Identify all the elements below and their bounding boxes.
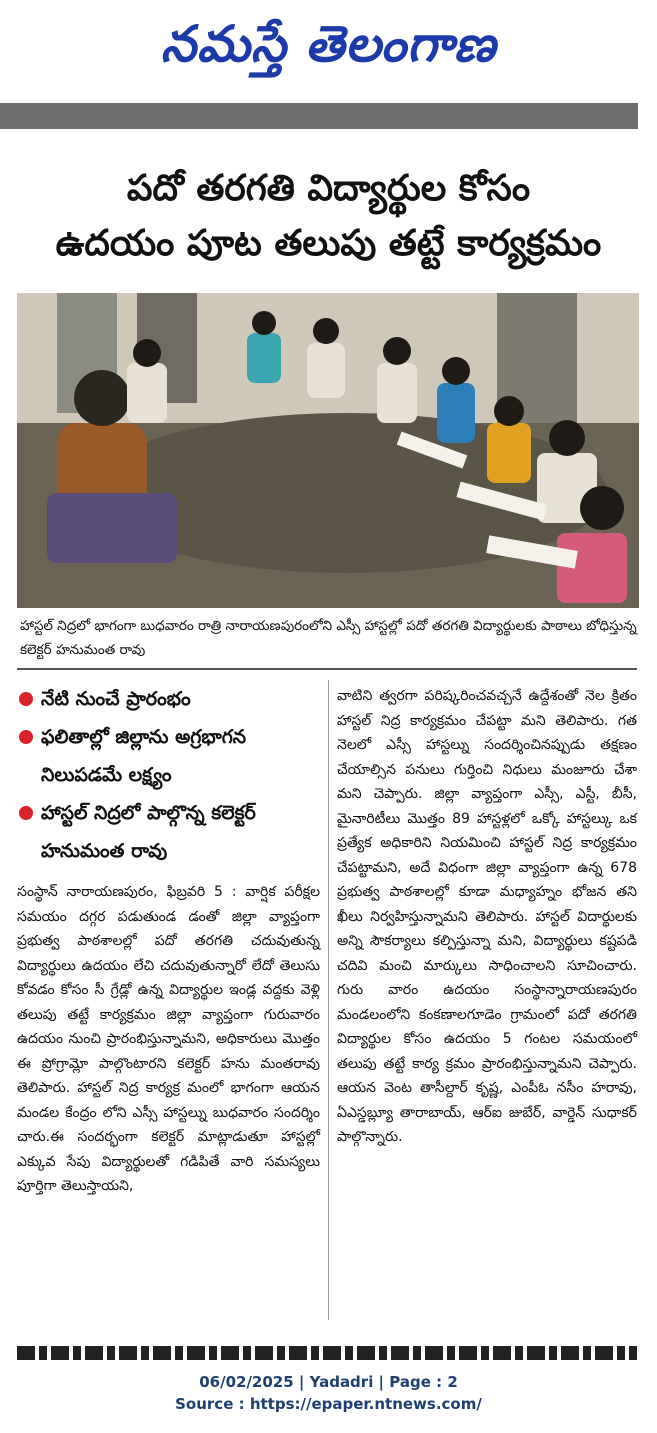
bullet-icon [19,730,33,744]
footer-date-edition: 06/02/2025 | Yadadri | Page : 2 [199,1373,458,1391]
highlights-list [17,680,317,870]
highlight-item [17,680,317,718]
highlight-text: హాస్టల్ నిద్రలో పాల్గొన్న కలెక్టర్ హనుమంత రావు [41,802,256,862]
article-column-right: వాటిని త్వరగా పరిష్కరించవచ్చనే ఉద్దేశంతో నెల క్రితం హాస్టల్ నిద్ర కార్యక్రమం చేపట్టా మని తెలిపారు. గత నెలలో ఎస్సీ హాస్టల్ను సందర్శించినప్పుడు తక్షణం చేయాల్సిన పనులు గుర్తించి నిధులు మంజూరు చేశా మని చెప్పారు. జిల్లా వ్యాప్తంగా ఎస్సీ, ఎస్టీ, బీసీ, మైనారిటీలు మొత్తం 89 హాస్టళ్లలో ఒక్కో హాస్టల్కు ఒక ప్రత్యేక అధికారిని నియమించి హాస్టల్ నిద్ర కార్యక్రమం చేపట్టామని, అదే విధంగా జిల్లా వ్యాప్తంగా ఉన్న 678 ప్రభుత్వ పాఠశాలల్లో కూడా మధ్యాహ్నం భోజన తని ఖీలు నిర్వహిస్తున్నామని తెలిపారు. హాస్టల్ విదార్థులకు అన్ని సౌకర్యాలు కల్పిస్తున్నా మని, విద్యార్థులు కష్టపడి చదివి మంచి మార్కులు సాధించాలని సూచించారు. గురు వారం ఉదయం సంస్థాన్నారాయణపురం మండలంలోని కంకణాలగూడెం గ్రామంలో పదో తరగతి విద్యార్థుల కోసం ఉదయం 5 గంటల సమయంలో తలుపు తట్టే కార్య క్రమం ప్రారంభిస్తున్నామని చెప్పారు. ఆయన వెంట తాసీల్దార్ కృష్ణ, ఎంపీఓ నసీం హరావు, ఏఎస్డబ్ల్యూ తారాబాయ్, ఆర్ఐ జుబేర్, వార్డెన్ సుధాకర్ పాల్గొన్నారు. [337,688,637,1145]
article-column-left: సంస్థాన్ నారాయణపురం, ఫిబ్రవరి 5 : వార్షిక పరీక్షల సమయం దగ్గర పడుతుండ డంతో జిల్లా వ్యాప్తంగా ప్రభుత్వ పాఠశాలల్లో పదో తరగతి చదువుతున్న విద్యార్థులు ఉదయం లేచి చదువుతున్నారో లేదో తెలుసు కోవడం కోసం సీ గ్రేడ్లో ఉన్న విద్యార్థుల ఇండ్ల వద్దకు వెళ్లి తలుపు తట్టే కార్యక్రమం జిల్లా వ్యాప్తంగా గురువారం ఉదయం నుంచి ప్రారంభిస్తున్నామని, అధికారులు మొత్తం ఈ ప్రోగ్రామ్లో పాల్గొంటారని కలెక్టర్ హను మంతరావు తెలిపారు. హాస్టల్ నిద్ర కార్యక్ర మంలో భాగంగా ఆయన మండల కేంద్రం లోని ఎస్సీ హాస్టల్ను బుధవారం సందర్శిం చారు.ఈ సందర్భంగా కలెక్టర్ మాట్లాడుతూ హాస్టల్లో ఎక్కువ సేపు విద్యార్థులతో గడిపితే వారి సమస్యలు పూర్తిగా తెలుస్తాయని, [17,884,320,1194]
news-photo [17,293,639,608]
masthead-band [0,103,638,129]
headline-line-2: ఉదయం పూట తలుపు తట్టే కార్యక్రమం [55,223,602,264]
column-divider [328,680,329,1320]
headline-line-1: పదో తరగతి విద్యార్థుల కోసం [126,168,531,209]
divider [17,668,637,670]
clipped-next-headline [17,1346,637,1360]
footer-source: Source : https://epaper.ntnews.com/ [175,1395,482,1413]
highlight-item [17,794,317,870]
bullet-icon [19,806,33,820]
masthead-logo [0,0,657,102]
classroom-photo-illustration [17,293,639,608]
bullet-icon [19,692,33,706]
highlight-text: ఫలితాల్లో జిల్లాను అగ్రభాగన నిలుపడమే లక్ష్యం [41,726,247,786]
photo-caption: హాస్టల్ నిద్రలో భాగంగా బుధవారం రాత్రి నారాయణపురంలోని ఎస్సీ హాస్టల్లో పదో తరగతి విద్యార్థులకు పాఠాలు బోధిస్తున్న కలెక్టర్ హనుమంత రావు [20,618,637,658]
newspaper-name: నమస్తే తెలంగాణ [160,14,497,73]
highlight-item [17,718,317,794]
highlight-text: నేటి నుంచే ప్రారంభం [41,688,191,710]
